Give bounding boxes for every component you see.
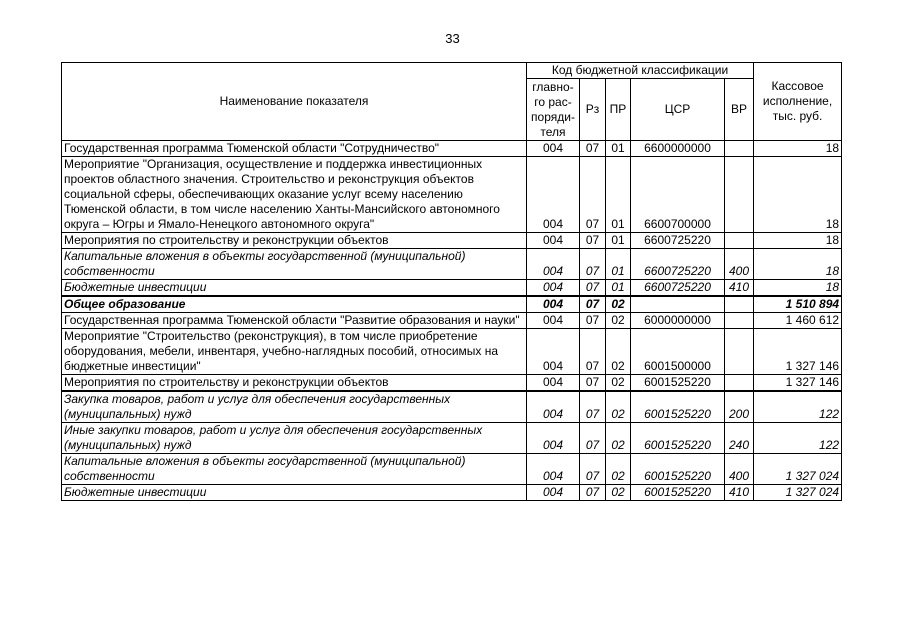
cell-vr	[725, 375, 754, 392]
cell-rz: 07	[580, 280, 606, 297]
table-row	[62, 329, 842, 375]
header-vr: ВР	[725, 79, 754, 141]
cell-amount: 1 327 146	[754, 375, 842, 392]
cell-pr: 02	[606, 375, 631, 392]
page-number: 33	[445, 31, 460, 46]
cell-rz: 07	[580, 141, 606, 157]
cell-pr: 02	[606, 329, 631, 375]
cell-vr	[725, 313, 754, 329]
cell-csr: 6000000000	[631, 313, 725, 329]
table-row	[62, 375, 842, 392]
cell-rz: 07	[580, 391, 606, 423]
cell-csr: 6600725220	[631, 249, 725, 280]
cell-rz: 07	[580, 454, 606, 485]
cell-csr	[631, 296, 725, 313]
cell-csr: 6001525220	[631, 454, 725, 485]
cell-g: 004	[527, 249, 580, 280]
header-csr: ЦСР	[631, 79, 725, 141]
table-row	[62, 423, 842, 454]
cell-rz: 07	[580, 233, 606, 249]
cell-name: Мероприятия по строительству и реконструкции объектов	[62, 375, 527, 392]
cell-name: Капитальные вложения в объекты государственной (муниципальной) собственности	[62, 454, 527, 485]
header-pr: ПР	[606, 79, 631, 141]
cell-amount: 1 460 612	[754, 313, 842, 329]
cell-amount: 1 510 894	[754, 296, 842, 313]
table-row	[62, 280, 842, 297]
cell-amount: 18	[754, 157, 842, 233]
cell-pr: 02	[606, 454, 631, 485]
cell-g: 004	[527, 391, 580, 423]
table-row	[62, 454, 842, 485]
cell-g: 004	[527, 375, 580, 392]
header-code-group: Код бюджетной классификации	[527, 63, 754, 79]
cell-rz: 07	[580, 296, 606, 313]
cell-csr: 6001525220	[631, 423, 725, 454]
table-row	[62, 233, 842, 249]
cell-pr: 02	[606, 296, 631, 313]
cell-vr: 410	[725, 485, 754, 501]
cell-amount: 122	[754, 391, 842, 423]
cell-csr: 6001525220	[631, 375, 725, 392]
cell-name: Государственная программа Тюменской области "Развитие образования и науки"	[62, 313, 527, 329]
cell-pr: 01	[606, 141, 631, 157]
cell-name: Бюджетные инвестиции	[62, 280, 527, 297]
cell-pr: 02	[606, 313, 631, 329]
cell-g: 004	[527, 423, 580, 454]
cell-vr: 400	[725, 249, 754, 280]
cell-g: 004	[527, 329, 580, 375]
cell-csr: 6600725220	[631, 280, 725, 297]
table-row	[62, 313, 842, 329]
cell-vr: 410	[725, 280, 754, 297]
cell-name: Закупка товаров, работ и услуг для обеспечения государственных (муниципальных) нужд	[62, 391, 527, 423]
cell-amount: 122	[754, 423, 842, 454]
cell-pr: 01	[606, 157, 631, 233]
cell-csr: 6600700000	[631, 157, 725, 233]
cell-vr	[725, 233, 754, 249]
table-row	[62, 141, 842, 157]
cell-csr: 6001525220	[631, 485, 725, 501]
cell-rz: 07	[580, 375, 606, 392]
cell-name: Мероприятие "Организация, осуществление и поддержка инвестиционных проектов областного значения. Строительство и реконструкция объектов социальной сферы, обеспечивающих оказание услуг всему населению Тюменской области, в том числе населению Ханты-Мансийского автономного округа – Югры и Ямало-Ненецкого автономного округа"	[62, 157, 527, 233]
cell-g: 004	[527, 233, 580, 249]
cell-name: Капитальные вложения в объекты государственной (муниципальной) собственности	[62, 249, 527, 280]
table-row	[62, 296, 842, 313]
cell-rz: 07	[580, 423, 606, 454]
cell-g: 004	[527, 280, 580, 297]
cell-csr: 6600000000	[631, 141, 725, 157]
cell-csr: 6001500000	[631, 329, 725, 375]
cell-name: Иные закупки товаров, работ и услуг для обеспечения государственных (муниципальных) нужд	[62, 423, 527, 454]
table-row	[62, 157, 842, 233]
table-row	[62, 391, 842, 423]
cell-g: 004	[527, 157, 580, 233]
cell-name: Мероприятие "Строительство (реконструкция), в том числе приобретение оборудования, мебели, инвентаря, учебно-наглядных пособий, относимых на бюджетные инвестиции"	[62, 329, 527, 375]
cell-amount: 18	[754, 141, 842, 157]
cell-amount: 1 327 146	[754, 329, 842, 375]
cell-pr: 02	[606, 423, 631, 454]
cell-amount: 18	[754, 249, 842, 280]
cell-vr: 200	[725, 391, 754, 423]
cell-pr: 02	[606, 391, 631, 423]
cell-pr: 01	[606, 233, 631, 249]
cell-vr	[725, 157, 754, 233]
cell-pr: 02	[606, 485, 631, 501]
cell-amount: 1 327 024	[754, 454, 842, 485]
header-name: Наименование показателя	[62, 63, 527, 141]
cell-vr: 240	[725, 423, 754, 454]
table-row	[62, 249, 842, 280]
cell-g: 004	[527, 454, 580, 485]
cell-pr: 01	[606, 249, 631, 280]
cell-vr	[725, 141, 754, 157]
cell-name: Государственная программа Тюменской области "Сотрудничество"	[62, 141, 527, 157]
cell-g: 004	[527, 313, 580, 329]
cell-vr	[725, 296, 754, 313]
cell-g: 004	[527, 485, 580, 501]
header-glavn: главно-го рас-поряди-теля	[527, 79, 580, 141]
header-rz: Рз	[580, 79, 606, 141]
cell-rz: 07	[580, 157, 606, 233]
cell-vr: 400	[725, 454, 754, 485]
cell-amount: 1 327 024	[754, 485, 842, 501]
cell-name: Общее образование	[62, 296, 527, 313]
table-row	[62, 485, 842, 501]
cell-rz: 07	[580, 249, 606, 280]
cell-csr: 6001525220	[631, 391, 725, 423]
cell-rz: 07	[580, 313, 606, 329]
cell-name: Бюджетные инвестиции	[62, 485, 527, 501]
cell-name: Мероприятия по строительству и реконструкции объектов	[62, 233, 527, 249]
cell-csr: 6600725220	[631, 233, 725, 249]
cell-amount: 18	[754, 233, 842, 249]
header-cash: Кассовое исполнение, тыс. руб.	[754, 63, 842, 141]
cell-g: 004	[527, 296, 580, 313]
cell-rz: 07	[580, 485, 606, 501]
cell-rz: 07	[580, 329, 606, 375]
cell-vr	[725, 329, 754, 375]
cell-amount: 18	[754, 280, 842, 297]
cell-g: 004	[527, 141, 580, 157]
budget-table	[61, 62, 842, 501]
cell-pr: 01	[606, 280, 631, 297]
